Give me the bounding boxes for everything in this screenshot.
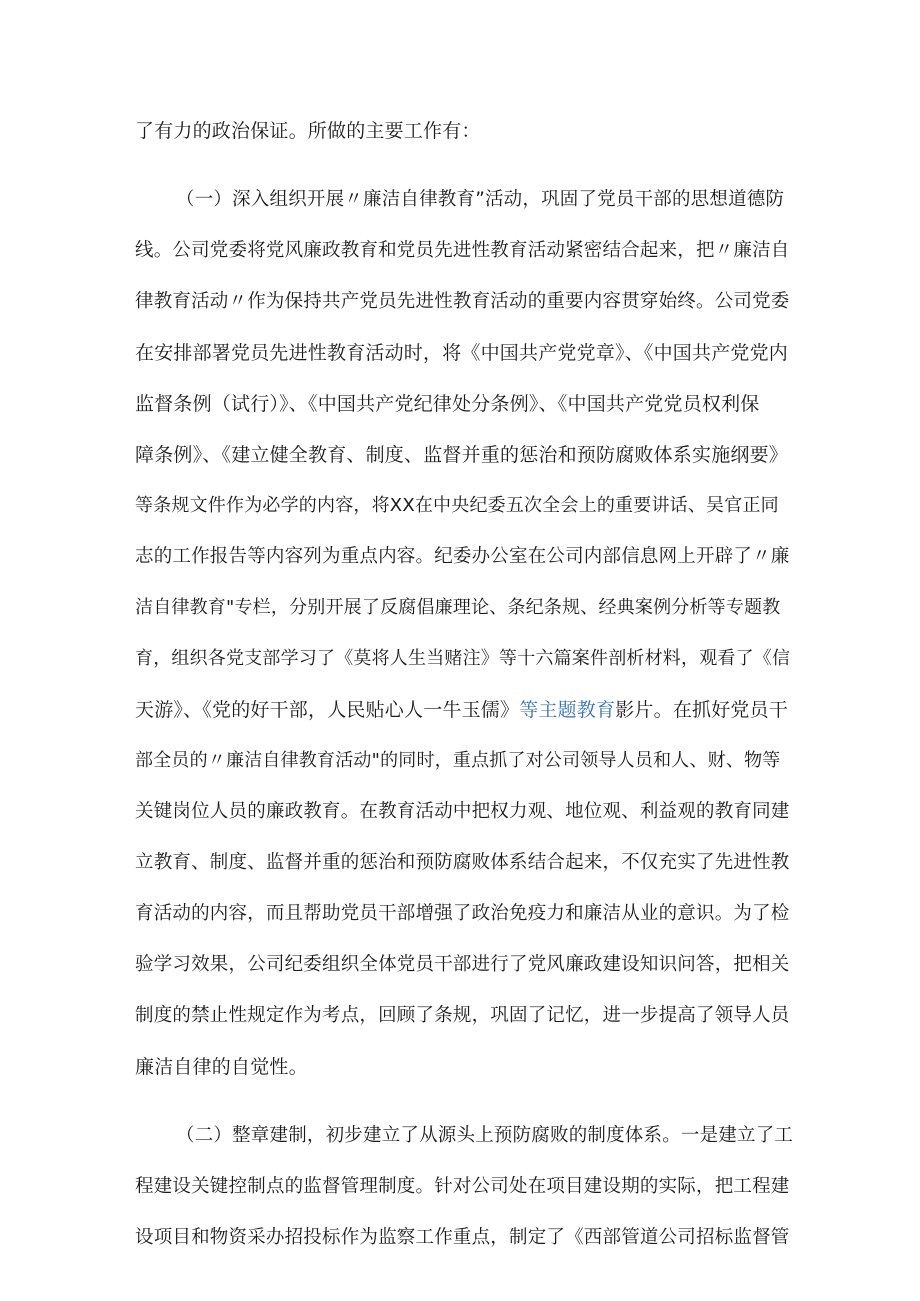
paragraph-line: 廉洁自律的自觉性。	[135, 1056, 308, 1078]
paragraph-line: 线。公司党委将党风廉政教育和党员先进性教育活动紧密结合起来，把〃廉洁自	[135, 240, 790, 261]
section-1-heading-line: （一）深入组织开展〃廉洁自律教育”活动，巩固了党员干部的思想道德防	[176, 189, 785, 210]
paragraph-line: 障条例》、《建立健全教育、制度、监督并重的惩治和预防腐败体系实施纲要》	[135, 444, 789, 466]
paragraph-line: 等条规文件作为必学的内容，将XX在中央纪委五次全会上的重要讲话、吴官正同	[135, 495, 779, 516]
paragraph-line: 部全员的〃廉洁自律教育活动"的同时，重点抓了对公司领导人员和人、财、物等	[135, 750, 781, 771]
paragraph-line: 制度的禁止性规定作为考点，回顾了条规，巩固了记忆，进一步提高了领导人员	[135, 1005, 790, 1026]
paragraph-line: 设项目和物资采办招投标作为监察工作重点，制定了《西部管道公司招标监督管	[135, 1227, 790, 1248]
paragraph-line: 关键岗位人员的廉政教育。在教育活动中把权力观、地位观、利益观的教育同建	[135, 801, 790, 822]
paragraph-line	[135, 697, 795, 723]
paragraph-line: 志的工作报告等内容列为重点内容。纪委办公室在公司内部信息网上开辟了〃廉	[135, 546, 790, 567]
paragraph-line: 育，组织各党支部学习了《莫将人生当赌注》等十六篇案件剖析材料，观看了《信	[135, 648, 791, 669]
paragraph-line: 洁自律教育"专栏，分别开展了反腐倡廉理论、条纪条规、经典案例分析等专题教	[135, 597, 781, 618]
line-text: 影片。在抓好党员干	[615, 699, 789, 721]
paragraph-line: 监督条例（试行）》、《中国共产党纪律处分条例》、《中国共产党党员权利保	[135, 393, 760, 415]
paragraph-line: 程建设关键控制点的监督管理制度。针对公司处在项目建设期的实际，把工程建	[135, 1176, 790, 1197]
paragraph-line: 律教育活动〃作为保持共产党员先进性教育活动的重要内容贯穿始终。公司党委	[135, 291, 790, 312]
paragraph-line: 了有力的政治保证。所做的主要工作有：	[135, 120, 481, 142]
paragraph-line: 育活动的内容，而且帮助党员干部增强了政治免疫力和廉洁从业的意识。为了检	[135, 903, 790, 924]
paragraph-line: 验学习效果，公司纪委组织全体党员干部进行了党风廉政建设知识问答，把相关	[135, 954, 790, 975]
topic-education-link[interactable]: 等主题教育	[519, 699, 616, 721]
paragraph-line: 在安排部署党员先进性教育活动时，将《中国共产党党章》、《中国共产党党内	[135, 342, 789, 364]
section-2-heading-line: （二）整章建制，初步建立了从源头上预防腐败的制度体系。一是建立了工	[176, 1125, 794, 1146]
line-text: 天游》、《党的好干部，人民贴心人一牛玉儒》	[135, 699, 520, 721]
paragraph-line: 立教育、制度、监督并重的惩治和预防腐败体系结合起来，不仅充实了先进性教	[135, 852, 790, 873]
